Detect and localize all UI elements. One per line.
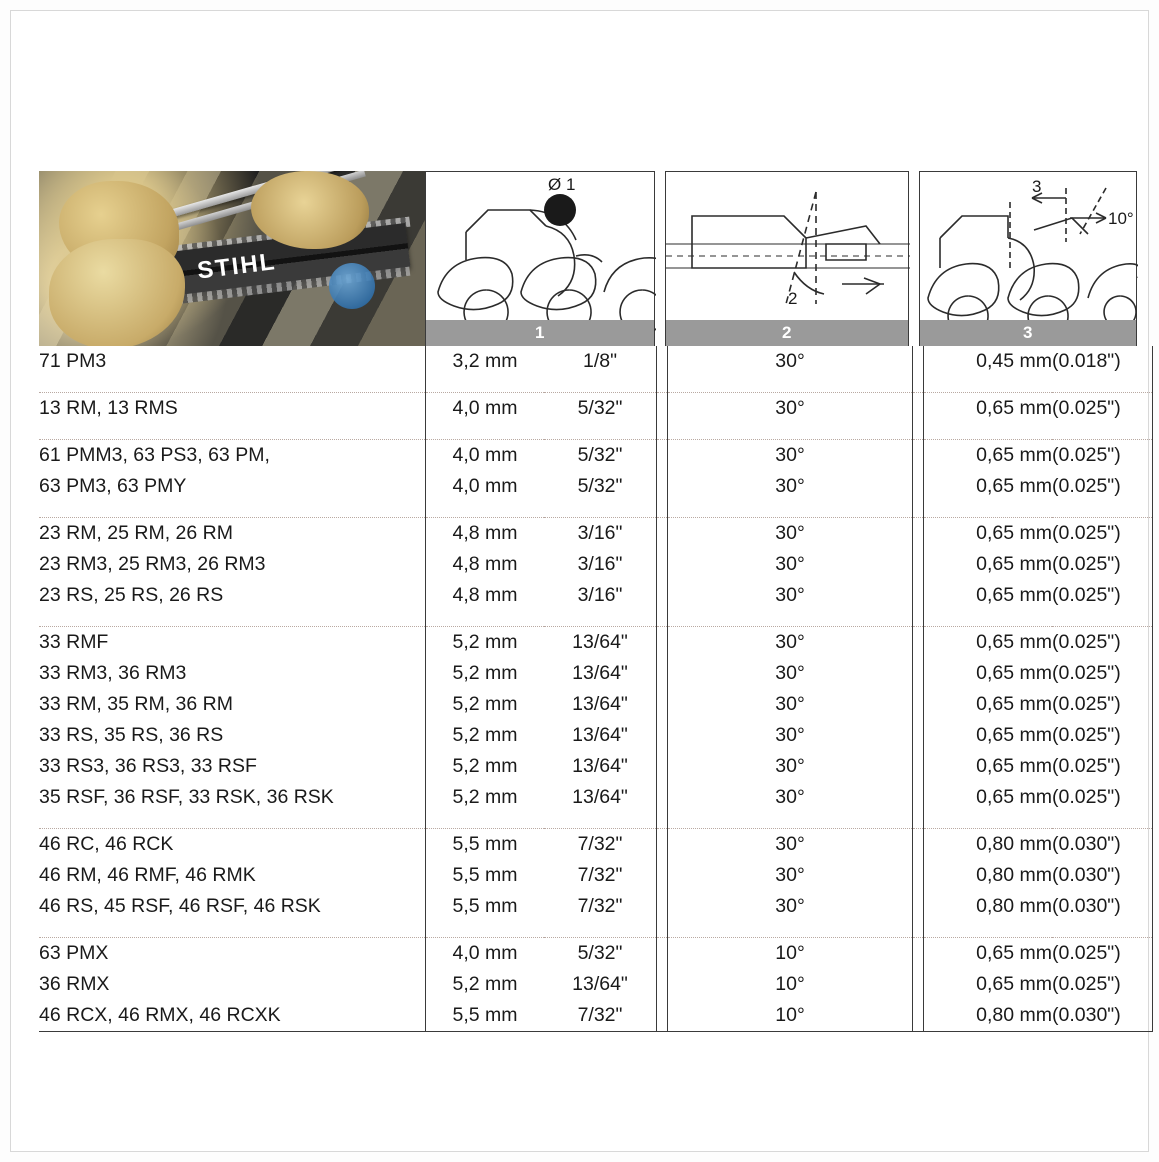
cell-file-mm: 5,5 mm — [426, 1000, 545, 1032]
column-number-1: 1 — [426, 320, 654, 346]
cell-depth-mm: 0,80 mm — [924, 860, 1053, 891]
spacer-cell — [924, 813, 1053, 829]
spacer-cell — [913, 377, 924, 393]
cell-gap — [657, 689, 668, 720]
table-row — [39, 1000, 1153, 1032]
spacer-cell — [668, 377, 913, 393]
cell-angle: 30° — [668, 689, 913, 720]
spacer-cell — [544, 611, 657, 627]
diagram-label-d3a: 3 — [1032, 177, 1042, 196]
cell-depth-in: (0.025") — [1052, 969, 1153, 1000]
cell-gap — [913, 658, 924, 689]
diagram-label-d2: 2 — [788, 289, 798, 308]
spacer-cell — [913, 922, 924, 938]
spacer-cell — [657, 424, 668, 440]
cell-gap — [913, 518, 924, 550]
spacer-cell — [39, 424, 426, 440]
cell-file-mm: 5,2 mm — [426, 782, 545, 813]
cell-chain-name: 36 RMX — [39, 973, 110, 995]
table-row — [39, 969, 1153, 1000]
glove-left-lower — [49, 239, 185, 346]
cell-gap — [913, 1000, 924, 1032]
cell-chain-name: 33 RS, 35 RS, 36 RS — [39, 724, 224, 746]
table-row — [39, 891, 1153, 922]
cell-file-mm: 4,0 mm — [426, 440, 545, 472]
table-row — [39, 393, 1153, 425]
cell-file-in: 7/32" — [544, 829, 657, 861]
spacer-cell — [426, 424, 545, 440]
table-row — [39, 580, 1153, 611]
cell-depth-mm: 0,65 mm — [924, 689, 1053, 720]
spacer-cell — [39, 922, 426, 938]
cell-depth-mm: 0,45 mm — [924, 346, 1053, 377]
cell-gap — [657, 580, 668, 611]
cell-gap — [657, 751, 668, 782]
cell-depth-in: (0.030") — [1052, 860, 1153, 891]
group-spacer — [39, 424, 1153, 440]
spacer-cell — [1052, 611, 1153, 627]
cell-file-mm: 4,0 mm — [426, 471, 545, 502]
table-row — [39, 658, 1153, 689]
spacer-cell — [668, 922, 913, 938]
cell-file-in: 13/64" — [544, 627, 657, 659]
file-diameter-dot — [544, 194, 576, 226]
cell-depth-in: (0.030") — [1052, 891, 1153, 922]
cell-angle: 30° — [668, 658, 913, 689]
cell-gap — [913, 689, 924, 720]
cell-depth-in: (0.025") — [1052, 393, 1153, 425]
cell-depth-in: (0.030") — [1052, 829, 1153, 861]
cell-chain-name: 61 PMM3, 63 PS3, 63 PM, — [39, 440, 426, 472]
cell-file-mm: 5,2 mm — [426, 627, 545, 659]
cell-angle: 30° — [668, 860, 913, 891]
spacer-cell — [668, 502, 913, 518]
group-spacer — [39, 377, 1153, 393]
cell-gap — [913, 393, 924, 425]
cell-gap — [913, 580, 924, 611]
cell-gap — [657, 658, 668, 689]
photo-cell — [39, 171, 425, 346]
table-row — [39, 782, 1153, 813]
spacer-cell — [39, 813, 426, 829]
cell-gap — [913, 969, 924, 1000]
chain-specs-table — [39, 346, 1153, 1032]
cell-file-in: 13/64" — [544, 969, 657, 1000]
cell-gap — [913, 471, 924, 502]
spacer-cell — [544, 377, 657, 393]
cell-file-mm: 5,2 mm — [426, 658, 545, 689]
cell-gap — [657, 938, 668, 970]
cell-gap — [657, 720, 668, 751]
spacer-cell — [924, 424, 1053, 440]
cell-chain-name: 63 PM3, 63 PMY — [39, 475, 187, 497]
cell-angle: 30° — [668, 518, 913, 550]
group-spacer — [39, 813, 1153, 829]
cell-gap — [657, 440, 668, 472]
cell-depth-mm: 0,65 mm — [924, 782, 1053, 813]
cell-depth-in: (0.030") — [1052, 1000, 1153, 1032]
spacer-cell — [544, 813, 657, 829]
group-spacer — [39, 502, 1153, 518]
cell-file-mm: 4,8 mm — [426, 549, 545, 580]
cell-gap — [913, 829, 924, 861]
table-row — [39, 440, 1153, 472]
table-row — [39, 518, 1153, 550]
spacer-cell — [657, 813, 668, 829]
cell-file-mm: 5,2 mm — [426, 689, 545, 720]
diagram-label-d3b: 10° — [1108, 209, 1134, 228]
cell-gap — [913, 346, 924, 377]
blue-marker — [329, 263, 375, 309]
spacer-cell — [426, 922, 545, 938]
cell-file-mm: 4,8 mm — [426, 580, 545, 611]
cell-file-mm: 5,2 mm — [426, 720, 545, 751]
cell-file-mm: 4,0 mm — [426, 393, 545, 425]
cell-depth-in: (0.025") — [1052, 689, 1153, 720]
cell-file-mm: 3,2 mm — [426, 346, 545, 377]
cell-angle: 30° — [668, 720, 913, 751]
cell-gap — [913, 891, 924, 922]
cell-file-in: 13/64" — [544, 658, 657, 689]
cell-depth-in: (0.025") — [1052, 580, 1153, 611]
cell-depth-mm: 0,65 mm — [924, 580, 1053, 611]
column-number-2: 2 — [666, 320, 908, 346]
cell-gap — [657, 1000, 668, 1032]
cell-chain-name: 35 RSF, 36 RSF, 33 RSK, 36 RSK — [39, 786, 334, 808]
table-row — [39, 720, 1153, 751]
spacer-cell — [657, 922, 668, 938]
cell-depth-mm: 0,80 mm — [924, 891, 1053, 922]
cell-angle: 30° — [668, 829, 913, 861]
diagram-cell-2 — [665, 171, 909, 346]
cell-file-in: 5/32" — [544, 393, 657, 425]
cell-chain-name: 33 RM, 35 RM, 36 RM — [39, 693, 233, 715]
cell-angle: 30° — [668, 471, 913, 502]
spacer-cell — [913, 813, 924, 829]
filing-chart — [39, 171, 1139, 1032]
cell-file-in: 5/32" — [544, 938, 657, 970]
cell-depth-mm: 0,65 mm — [924, 938, 1053, 970]
cell-file-in: 3/16" — [544, 549, 657, 580]
cell-file-in: 5/32" — [544, 471, 657, 502]
cell-gap — [657, 969, 668, 1000]
cell-chain-name: 46 RS, 45 RSF, 46 RSF, 46 RSK — [39, 895, 321, 917]
spacer-cell — [924, 377, 1053, 393]
group-spacer — [39, 611, 1153, 627]
cell-depth-in: (0.025") — [1052, 627, 1153, 659]
cell-depth-mm: 0,65 mm — [924, 627, 1053, 659]
table-row — [39, 689, 1153, 720]
cell-depth-in: (0.018") — [1052, 346, 1153, 377]
filing-photo — [39, 171, 425, 346]
cell-depth-in: (0.025") — [1052, 658, 1153, 689]
cell-angle: 30° — [668, 580, 913, 611]
table-row — [39, 751, 1153, 782]
spacer-cell — [39, 502, 426, 518]
cell-chain-name: 23 RM, 25 RM, 26 RM — [39, 518, 426, 550]
spacer-cell — [924, 922, 1053, 938]
cell-file-in: 3/16" — [544, 580, 657, 611]
spacer-cell — [1052, 424, 1153, 440]
table-body — [39, 346, 1153, 1032]
cell-chain-name: 46 RCX, 46 RMX, 46 RCXK — [39, 1000, 426, 1032]
cell-file-in: 7/32" — [544, 891, 657, 922]
spacer-cell — [924, 502, 1053, 518]
cell-file-in: 7/32" — [544, 1000, 657, 1032]
cell-depth-in: (0.025") — [1052, 549, 1153, 580]
cell-chain-name: 46 RM, 46 RMF, 46 RMK — [39, 864, 256, 886]
cell-gap — [913, 627, 924, 659]
cell-chain-name: 33 RM3, 36 RM3 — [39, 662, 187, 684]
cell-file-in: 13/64" — [544, 720, 657, 751]
spacer-cell — [1052, 922, 1153, 938]
cell-depth-in: (0.025") — [1052, 471, 1153, 502]
spacer-cell — [544, 424, 657, 440]
cell-angle: 30° — [668, 393, 913, 425]
cell-depth-mm: 0,65 mm — [924, 393, 1053, 425]
column-number-3: 3 — [920, 320, 1136, 346]
table-row — [39, 627, 1153, 659]
spacer-cell — [426, 502, 545, 518]
cell-angle: 10° — [668, 969, 913, 1000]
cell-depth-mm: 0,65 mm — [924, 471, 1053, 502]
cell-file-in: 5/32" — [544, 440, 657, 472]
cell-depth-in: (0.025") — [1052, 440, 1153, 472]
cell-gap — [657, 627, 668, 659]
cell-depth-mm: 0,80 mm — [924, 1000, 1053, 1032]
cell-gap — [657, 393, 668, 425]
chart-header — [39, 171, 1139, 346]
cell-angle: 30° — [668, 627, 913, 659]
cell-chain-name: 33 RS3, 36 RS3, 33 RSF — [39, 755, 257, 777]
spacer-cell — [426, 377, 545, 393]
table-row — [39, 346, 1153, 377]
spacer-cell — [426, 813, 545, 829]
cell-gap — [657, 891, 668, 922]
spacer-cell — [1052, 502, 1153, 518]
cell-chain-name: 33 RMF — [39, 627, 426, 659]
cell-gap — [913, 938, 924, 970]
spacer-cell — [544, 922, 657, 938]
cell-depth-in: (0.025") — [1052, 938, 1153, 970]
spacer-cell — [657, 377, 668, 393]
cell-chain-name: 23 RS, 25 RS, 26 RS — [39, 584, 224, 606]
cell-file-mm: 5,5 mm — [426, 829, 545, 861]
cell-file-mm: 5,5 mm — [426, 860, 545, 891]
cell-angle: 30° — [668, 891, 913, 922]
cell-depth-mm: 0,65 mm — [924, 969, 1053, 1000]
cell-chain-name: 71 PM3 — [39, 350, 107, 372]
spacer-cell — [913, 502, 924, 518]
cell-gap — [913, 751, 924, 782]
cell-file-mm: 5,2 mm — [426, 969, 545, 1000]
cell-depth-mm: 0,65 mm — [924, 440, 1053, 472]
cell-gap — [913, 720, 924, 751]
spacer-cell — [924, 611, 1053, 627]
cell-gap — [657, 518, 668, 550]
cell-gap — [913, 782, 924, 813]
document-frame — [10, 10, 1149, 1152]
cell-depth-mm: 0,65 mm — [924, 751, 1053, 782]
cell-file-in: 13/64" — [544, 751, 657, 782]
cell-angle: 30° — [668, 440, 913, 472]
spacer-cell — [657, 611, 668, 627]
cell-chain-name: 46 RC, 46 RCK — [39, 829, 426, 861]
spacer-cell — [668, 813, 913, 829]
group-spacer — [39, 922, 1153, 938]
spacer-cell — [1052, 813, 1153, 829]
cell-file-in: 7/32" — [544, 860, 657, 891]
cell-depth-in: (0.025") — [1052, 518, 1153, 550]
cell-chain-name: 63 PMX — [39, 938, 426, 970]
cell-angle: 10° — [668, 938, 913, 970]
cell-angle: 30° — [668, 751, 913, 782]
cell-file-mm: 4,0 mm — [426, 938, 545, 970]
spacer-cell — [1052, 377, 1153, 393]
cell-file-mm: 5,2 mm — [426, 751, 545, 782]
cell-depth-in: (0.025") — [1052, 782, 1153, 813]
cell-angle: 10° — [668, 1000, 913, 1032]
table-row — [39, 549, 1153, 580]
cell-depth-in: (0.025") — [1052, 751, 1153, 782]
cell-file-mm: 4,8 mm — [426, 518, 545, 550]
cell-file-in: 3/16" — [544, 518, 657, 550]
cell-chain-name: 23 RM3, 25 RM3, 26 RM3 — [39, 553, 266, 575]
cell-depth-mm: 0,65 mm — [924, 549, 1053, 580]
cell-gap — [913, 440, 924, 472]
cell-file-mm: 5,5 mm — [426, 891, 545, 922]
table-row — [39, 471, 1153, 502]
spacer-cell — [657, 502, 668, 518]
spacer-cell — [668, 424, 913, 440]
spacer-cell — [39, 377, 426, 393]
cell-angle: 30° — [668, 782, 913, 813]
cell-file-in: 1/8" — [544, 346, 657, 377]
cell-depth-mm: 0,65 mm — [924, 518, 1053, 550]
cell-angle: 30° — [668, 549, 913, 580]
table-row — [39, 938, 1153, 970]
table-row — [39, 829, 1153, 861]
spacer-cell — [426, 611, 545, 627]
diagram-cell-1 — [425, 171, 655, 346]
diagram-label-d1: Ø 1 — [548, 175, 576, 194]
cell-angle: 30° — [668, 346, 913, 377]
spacer-cell — [913, 611, 924, 627]
cell-depth-in: (0.025") — [1052, 720, 1153, 751]
cell-depth-mm: 0,65 mm — [924, 720, 1053, 751]
cell-gap — [657, 346, 668, 377]
diagram-cell-3 — [919, 171, 1137, 346]
cell-depth-mm: 0,80 mm — [924, 829, 1053, 861]
spacer-cell — [39, 611, 426, 627]
spacer-cell — [668, 611, 913, 627]
cell-file-in: 13/64" — [544, 689, 657, 720]
cell-depth-mm: 0,65 mm — [924, 658, 1053, 689]
cell-gap — [913, 549, 924, 580]
cell-gap — [657, 471, 668, 502]
cell-chain-name: 13 RM, 13 RMS — [39, 393, 426, 425]
cell-file-in: 13/64" — [544, 782, 657, 813]
cell-gap — [657, 829, 668, 861]
cell-gap — [913, 860, 924, 891]
spacer-cell — [544, 502, 657, 518]
cell-gap — [657, 549, 668, 580]
table-row — [39, 860, 1153, 891]
spacer-cell — [913, 424, 924, 440]
cell-gap — [657, 782, 668, 813]
cell-gap — [657, 860, 668, 891]
